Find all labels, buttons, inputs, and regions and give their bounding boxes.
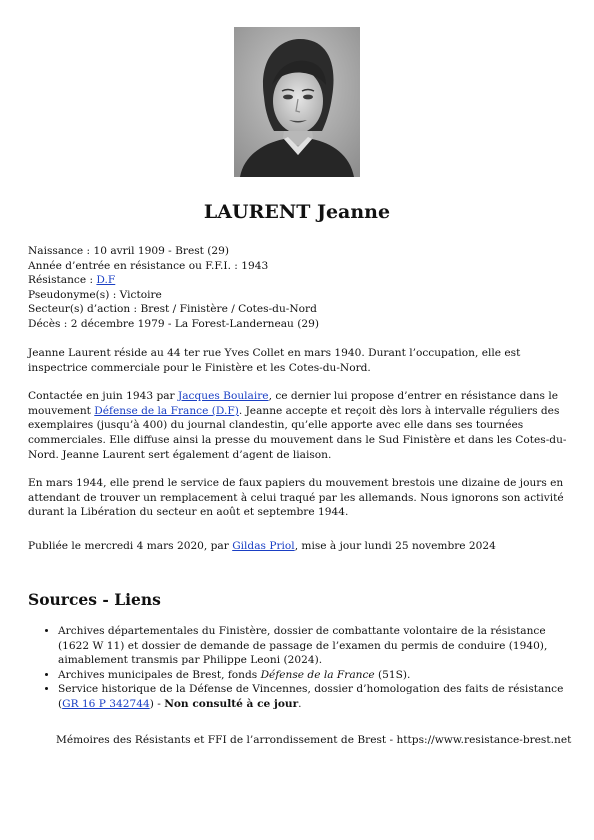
jacques-boulaire-link[interactable]: Jacques Boulaire [177,390,269,403]
fact-deces: Décès : 2 décembre 1979 - La Forest-Landerneau (29) [28,317,319,330]
source-3-text-a: Service historique de la Défense de Vincennes, dossier d’homologation des faits de résistance ( [58,683,564,710]
fact-resistance-label: Résistance : [28,274,97,287]
footer-text: Mémoires des Résistants et FFI de l’arrondissement de Brest - https://www.resistance-brest.net [56,734,572,746]
gr-16p-link[interactable]: GR 16 P 342744 [62,697,150,710]
portrait-photo [234,27,360,177]
fact-secteur: Secteur(s) d’action : Brest / Finistère / Cotes-du-Nord [28,303,317,316]
fact-entree: Année d’entrée en résistance ou F.F.I. : 1943 [28,259,269,272]
bio-paragraph-2 [28,389,568,462]
source-3-text-b: ) - [149,697,165,710]
bio-p2-text-a: Contactée en juin 1943 par [28,390,178,403]
publication-info [28,539,568,554]
source-3-text-c: . [298,697,302,710]
bio-p2-text-c: . Jeanne accepte et reçoit dès lors à intervalle réguliers des exemplaires (jusqu’à 400) du journal clandestin, qu’elle apporte avec elle dans ses tournées commerciales. Elle diffuse ainsi la presse du mouvement dans le Sud Finistère et dans les Cotes-du-Nord. Jeanne Laurent sert également d’agent de liaison. [28,404,567,461]
fact-naissance: Naissance : 10 avril 1909 - Brest (29) [28,245,230,257]
source-2-text-a: Archives municipales de Brest, fonds [58,668,261,681]
published-after: , mise à jour lundi 25 novembre 2024 [294,540,496,552]
source-2-text-b: (51S). [374,668,411,681]
resistance-link[interactable]: D.F [96,274,116,287]
biography [28,346,568,534]
bio-p2-text-b: , ce dernier lui propose d’entrer en résistance dans le mouvement [28,390,558,417]
source-item-2 [58,668,564,683]
fact-pseudonyme: Pseudonyme(s) : Victoire [28,288,162,301]
fact-resistance [28,273,568,288]
source-2-emphasis: Défense de la France [260,668,375,681]
source-item-3 [58,682,564,711]
bio-paragraph-3: En mars 1944, elle prend le service de faux papiers du mouvement brestois une dizaine de jours en attendant de trouver un remplacement à celui traqué par les allemands. Nous ignorons son activité durant la Libération du secteur en août et septembre 1944. [28,477,564,519]
facts-block [28,244,568,332]
sources-list [28,624,564,712]
defense-de-la-france-link[interactable]: Défense de la France (D.F) [94,404,239,417]
portrait-photo-icon [234,27,360,177]
bio-paragraph-1: Jeanne Laurent réside au 44 ter rue Yves Collet en mars 1940. Durant l’occupation, elle est inspectrice commerciale pour le Finistère et les Cotes-du-Nord. [28,347,521,374]
source-item-1: • Archives départementales du Finistère, dossier de combattante volontaire de la résistance (1622 W 11) et dossier de demande de passage de l’examen du permis de conduire (1940), aimablement transmis par Philippe Leoni (2024). [58,624,564,668]
sources-heading: Sources - Liens [28,590,161,609]
author-link[interactable]: Gildas Priol [232,540,295,552]
page-title: LAURENT Jeanne [203,201,391,223]
source-3-strong: Non consulté à ce jour [164,697,299,710]
published-before: Publiée le mercredi 4 mars 2020, par [28,540,233,552]
